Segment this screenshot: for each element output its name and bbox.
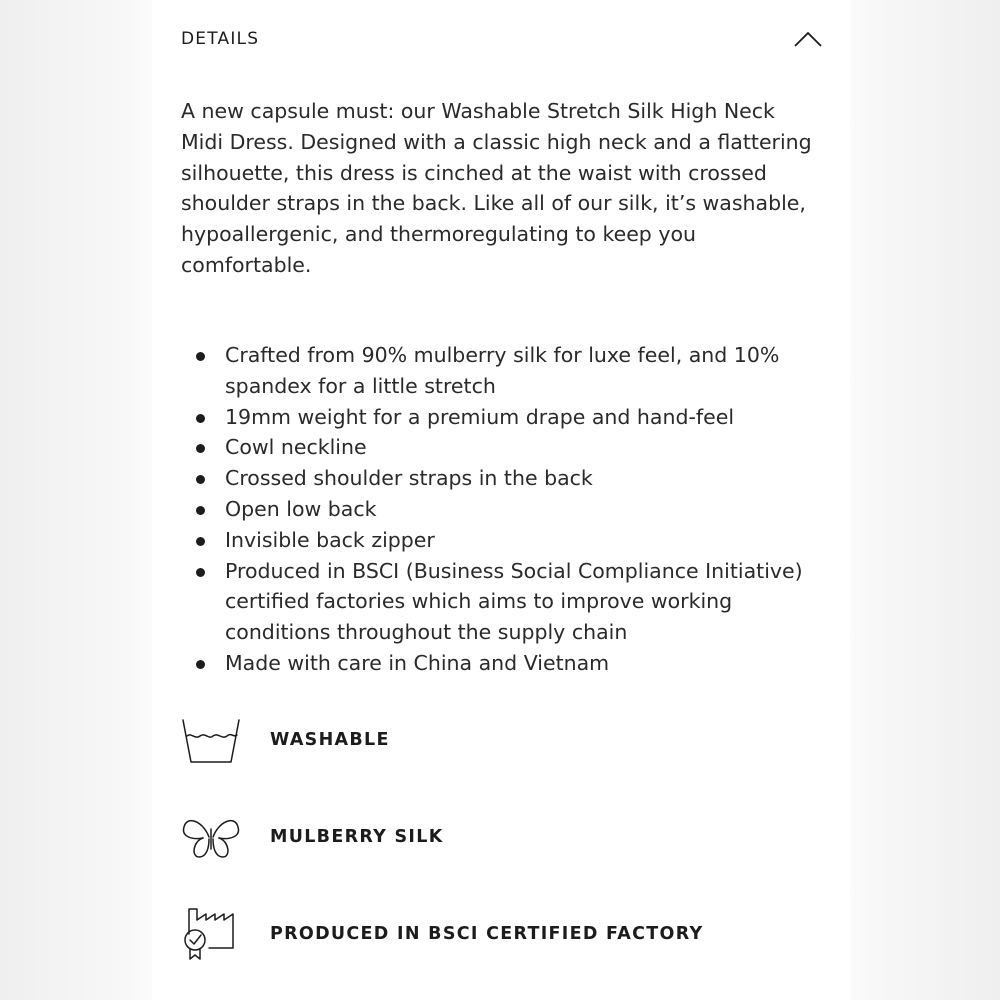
feature-text: Produced in BSCI (Business Social Compliance Initiative) certified factories which aims to improve working conditions throughout the supply chain bbox=[225, 558, 803, 645]
feature-text: 19mm weight for a premium drape and hand-feel bbox=[225, 404, 735, 429]
chevron-up-icon[interactable] bbox=[793, 27, 823, 49]
badge-label: WASHABLE bbox=[270, 730, 390, 750]
feature-item bbox=[181, 556, 821, 648]
badge-label: MULBERRY SILK bbox=[270, 827, 444, 847]
feature-item bbox=[181, 648, 821, 679]
background-right bbox=[850, 0, 1000, 1000]
bullet-icon bbox=[196, 537, 205, 546]
details-panel bbox=[152, 0, 850, 1000]
certified-factory-icon bbox=[181, 904, 241, 964]
feature-text: Invisible back zipper bbox=[225, 527, 435, 552]
feature-item bbox=[181, 340, 821, 402]
feature-item bbox=[181, 463, 821, 494]
bullet-icon bbox=[196, 475, 205, 484]
bullet-icon bbox=[196, 660, 205, 669]
feature-text: Made with care in China and Vietnam bbox=[225, 650, 610, 675]
feature-text: Crossed shoulder straps in the back bbox=[225, 466, 593, 491]
bullet-icon bbox=[196, 568, 205, 577]
badge-label: PRODUCED IN BSCI CERTIFIED FACTORY bbox=[270, 924, 704, 944]
feature-item bbox=[181, 402, 821, 433]
bullet-icon bbox=[196, 506, 205, 515]
section-title: DETAILS bbox=[181, 29, 260, 49]
bullet-icon bbox=[196, 444, 205, 453]
bullet-icon bbox=[196, 352, 205, 361]
badge-mulberry-silk bbox=[181, 807, 821, 867]
bullet-icon bbox=[196, 414, 205, 423]
feature-list bbox=[181, 340, 821, 679]
feature-item bbox=[181, 494, 821, 525]
badge-bsci-factory bbox=[181, 904, 821, 964]
feature-item bbox=[181, 525, 821, 556]
background-left bbox=[0, 0, 152, 1000]
feature-text: Open low back bbox=[225, 496, 377, 521]
wash-basin-icon bbox=[181, 710, 241, 770]
details-header[interactable] bbox=[181, 27, 823, 53]
product-description: A new capsule must: our Washable Stretch Silk High Neck Midi Dress. Designed with a classic high neck and a flattering silhouette, this dress is cinched at the waist with crossed shoulder straps in the back. Like all of our silk, it’s washable, hypoallergenic, and thermoregulating to keep you comfortable. bbox=[181, 99, 812, 277]
feature-text: Cowl neckline bbox=[225, 435, 367, 460]
silk-butterfly-icon bbox=[181, 807, 241, 867]
feature-item bbox=[181, 432, 821, 463]
feature-text: Crafted from 90% mulberry silk for luxe feel, and 10% spandex for a little stretch bbox=[225, 343, 780, 398]
badge-washable bbox=[181, 710, 821, 770]
